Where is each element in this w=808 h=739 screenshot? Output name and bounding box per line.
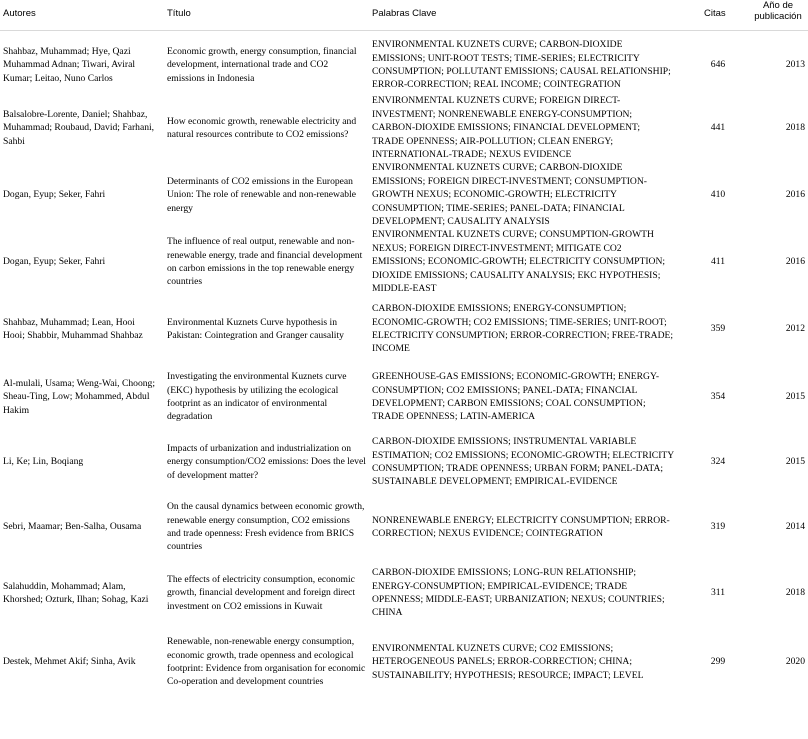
table-row [0,429,808,495]
cell-authors: Dogan, Eyup; Seker, Fahri [3,189,106,201]
cell-keywords: CARBON-DIOXIDE EMISSIONS; LONG-RUN RELATIONSHIP; ENERGY-CONSUMPTION; EMPIRICAL-EVIDENCE; TRADE OPENNESS; MIDDLE-EAST; URBANIZATION; NEXUS; COUNTRIES; CHINA [372,567,665,619]
cell-title: The effects of electricity consumption, economic growth, financial development and foreign direct investment on CO2 emissions in Kuwait [167,573,356,612]
cell-year: 2018 [785,587,805,599]
table-row [0,95,808,161]
cell-authors: Sebri, Maamar; Ben-Salha, Ousama [3,521,142,533]
header-citations: Citas [704,8,726,19]
table-row [0,229,808,295]
cell-year: 2013 [785,59,805,71]
cell-authors: Destek, Mehmet Akif; Sinha, Avik [3,656,136,668]
header-year: Año de publicación [754,0,802,22]
cell-keywords: GREENHOUSE-GAS EMISSIONS; ECONOMIC-GROWTH; ENERGY- CONSUMPTION; CO2 EMISSIONS; PANEL-DATA; FINANCIAL DEVELOPMENT; CARBON EMISSIONS; COAL CONSUMPTION; TRADE OPENNESS; LATIN-AMERICA [372,371,660,423]
cell-year: 2015 [785,456,805,468]
cell-citations: 411 [710,256,726,268]
cell-year: 2015 [785,391,805,403]
cell-keywords: ENVIRONMENTAL KUZNETS CURVE; FOREIGN DIRECT- INVESTMENT; NONRENEWABLE ENERGY-CONSUMPTION; CARBON-DIOXIDE EMISSIONS; FINANCIAL DEVELOPMENT; TRADE OPENNESS; AIR-POLLUTION; CLEAN ENERGY; INTERNATIONAL-TRADE; NEXUS EVIDENCE [372,95,641,161]
cell-authors: Al-mulali, Usama; Weng-Wai, Choong; Sheau-Ting, Low; Mohammed, Abdul Hakim [3,377,156,416]
cell-authors: Dogan, Eyup; Seker, Fahri [3,256,106,268]
cell-authors: Li, Ke; Lin, Boqiang [3,456,84,468]
cell-year: 2016 [785,256,805,268]
cell-authors: Shahbaz, Muhammad; Lean, Hooi Hooi; Shabbir, Muhammad Shahbaz [3,316,143,341]
cell-year: 2016 [785,189,805,201]
cell-keywords: ENVIRONMENTAL KUZNETS CURVE; CARBON-DIOXIDE EMISSIONS; UNIT-ROOT TESTS; TIME-SERIES; ELECTRICITY CONSUMPTION; POLLUTANT EMISSIONS; CAUSAL RELATIONSHIP; ERROR-CORRECTION; REAL INCOME; COINTEGRATION [372,39,671,91]
cell-title: The influence of real output, renewable and non- renewable energy, trade and financial development on carbon emissions in the top renewable energy countries [167,236,363,288]
table-header [0,0,808,31]
cell-title: Renewable, non-renewable energy consumption, economic growth, trade openness and ecological footprint: Evidence from organisation for economic Co-operation and development countries [167,636,366,688]
cell-authors: Salahuddin, Mohammad; Alam, Khorshed; Ozturk, Ilhan; Sohag, Kazi [3,580,149,605]
cell-citations: 311 [710,587,726,599]
cell-citations: 646 [710,59,726,71]
cell-keywords: CARBON-DIOXIDE EMISSIONS; INSTRUMENTAL VARIABLE ESTIMATION; CO2 EMISSIONS; ECONOMIC-GROWTH; ELECTRICITY CONSUMPTION; TRADE OPENNESS; URBAN FORM; PANEL-DATA; SUSTAINABLE DEVELOPMENT; EMPIRICAL-EVIDENCE [372,436,675,488]
header-keywords: Palabras Clave [372,8,437,19]
cell-title: Determinants of CO2 emissions in the European Union: The role of renewable and non-renewable energy [167,175,356,214]
table-row [0,560,808,626]
cell-keywords: NONRENEWABLE ENERGY; ELECTRICITY CONSUMPTION; ERROR- CORRECTION; NEXUS EVIDENCE; COINTEGRATION [372,514,670,539]
cell-citations: 354 [710,391,726,403]
cell-title: Environmental Kuznets Curve hypothesis in Pakistan: Cointegration and Granger causality [167,316,344,341]
cell-title: How economic growth, renewable electricity and natural resources contribute to CO2 emissions? [167,115,357,140]
cell-keywords: ENVIRONMENTAL KUZNETS CURVE; CONSUMPTION-GROWTH NEXUS; FOREIGN DIRECT-INVESTMENT; MITIGATE CO2 EMISSIONS; ECONOMIC-GROWTH; ELECTRICITY CONSUMPTION; DIOXIDE EMISSIONS; CAUSALITY ANALYSIS; EKC HYPOTHESIS; MIDDLE-EAST [372,229,666,295]
cell-authors: Shahbaz, Muhammad; Hye, Qazi Muhammad Adnan; Tiwari, Aviral Kumar; Leitao, Nuno Carlos [3,45,135,84]
cell-citations: 441 [710,122,726,134]
cell-keywords: CARBON-DIOXIDE EMISSIONS; ENERGY-CONSUMPTION; ECONOMIC-GROWTH; CO2 EMISSIONS; TIME-SERIES; UNIT-ROOT; ELECTRICITY CONSUMPTION; ERROR-CORRECTION; FREE-TRADE; INCOME [372,303,674,355]
cell-year: 2018 [785,122,805,134]
cell-citations: 410 [710,189,726,201]
cell-citations: 324 [710,456,726,468]
table-row [0,32,808,98]
table-row [0,364,808,430]
table-row [0,494,808,560]
cell-citations: 319 [710,521,726,533]
cell-year: 2014 [785,521,805,533]
cell-citations: 359 [710,323,726,335]
cell-keywords: ENVIRONMENTAL KUZNETS CURVE; CARBON-DIOXIDE EMISSIONS; FOREIGN DIRECT-INVESTMENT; CONSUMPTION- GROWTH NEXUS; ECONOMIC-GROWTH; ELECTRICITY CONSUMPTION; TIME-SERIES; PANEL-DATA; FINANCIAL DEVELOPMENT; CAUSALITY ANALYSIS [372,162,647,228]
cell-citations: 299 [710,656,726,668]
cell-title: Economic growth, energy consumption, financial development, international trade and CO2 emissions in Indonesia [167,45,357,84]
cell-title: Investigating the environmental Kuznets curve (EKC) hypothesis by utilizing the ecological footprint as an indicator of environmental degradation [167,371,347,423]
cell-year: 2020 [785,656,805,668]
cell-title: Impacts of urbanization and industrialization on energy consumption/CO2 emissions: Does the level of development matter? [167,442,366,481]
table-row [0,629,808,695]
cell-authors: Balsalobre-Lorente, Daniel; Shahbaz, Muhammad; Roubaud, David; Farhani, Sahbi [3,108,155,147]
table-row [0,162,808,228]
cell-keywords: ENVIRONMENTAL KUZNETS CURVE; CO2 EMISSIONS; HETEROGENEOUS PANELS; ERROR-CORRECTION; CHINA; SUSTAINABILITY; HYPOTHESIS; RESOURCE; IMPACT; LEVEL [372,642,644,681]
cell-year: 2012 [785,323,805,335]
header-title: Título [167,8,191,19]
table-row [0,296,808,362]
cell-title: On the causal dynamics between economic growth, renewable energy consumption, CO2 emissions and trade openness: Fresh evidence from BRICS countries [167,501,365,553]
header-authors: Autores [3,8,36,19]
